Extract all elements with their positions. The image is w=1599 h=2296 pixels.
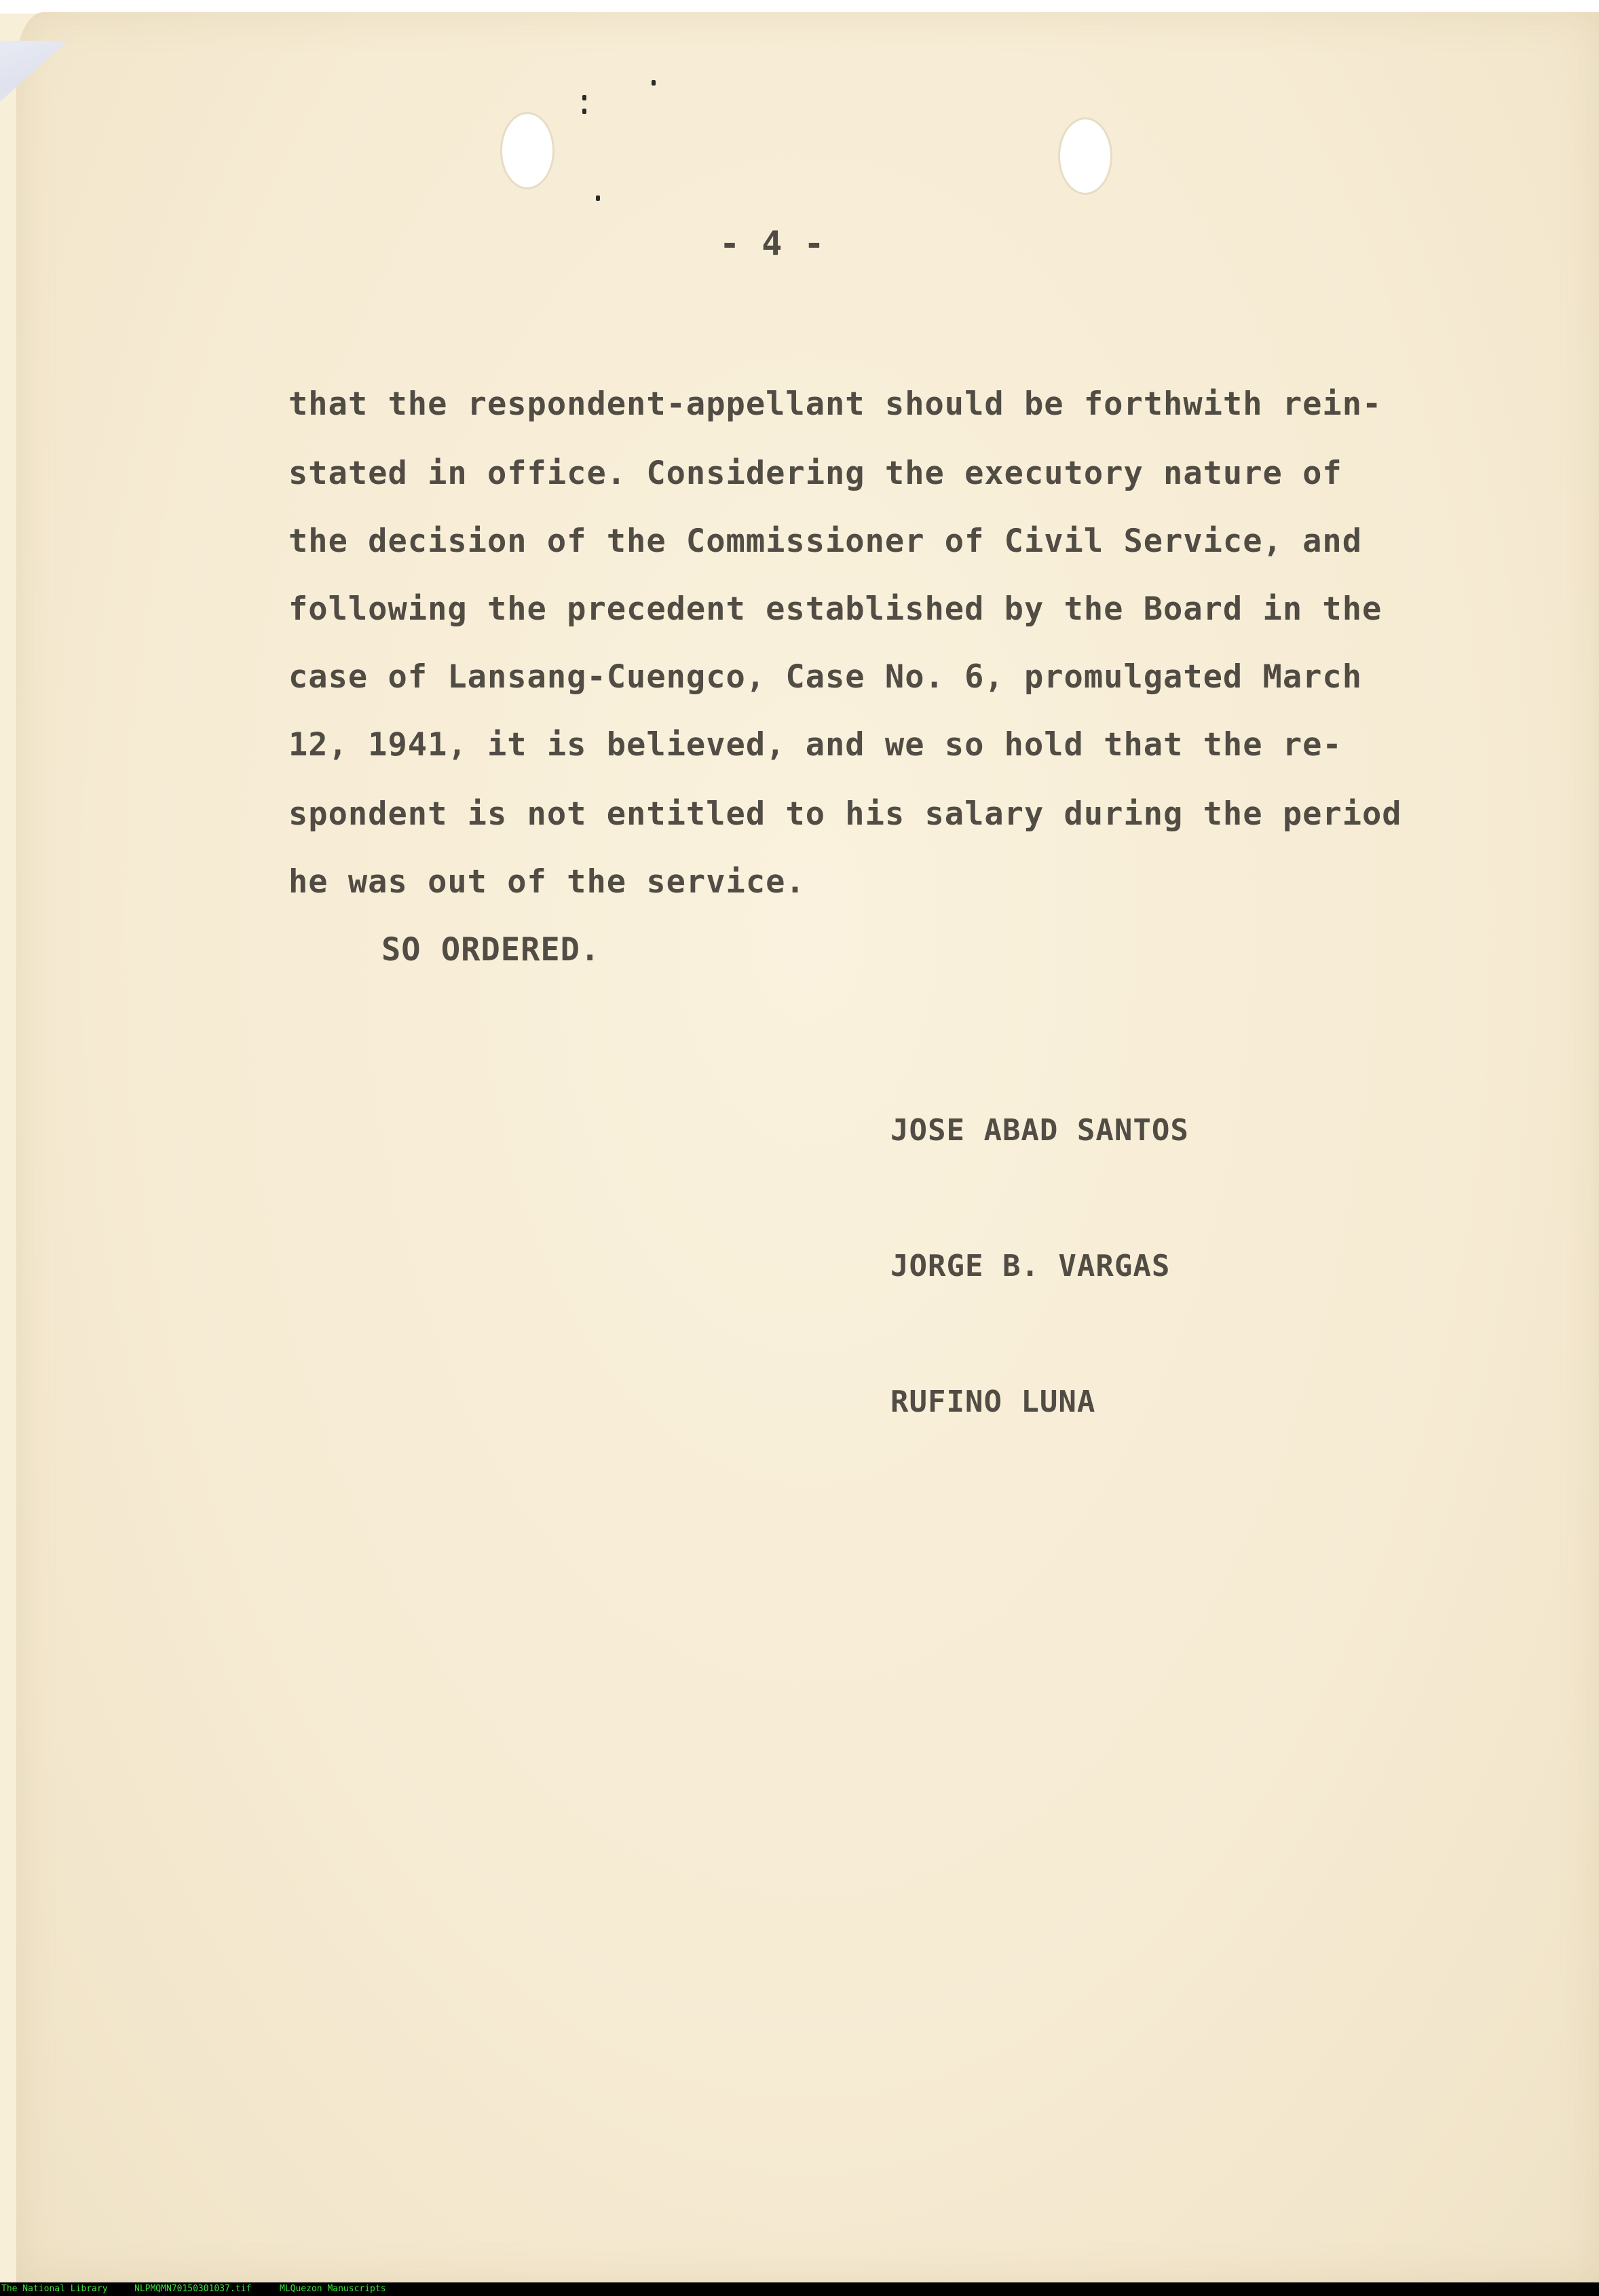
scan-footer-bar	[0, 2282, 1599, 2296]
footer-filename: NLPMQMN70150301037.tif	[134, 2284, 252, 2294]
body-line: the decision of the Commissioner of Civil Service, and	[288, 523, 1363, 560]
page-number: - 4 -	[719, 224, 825, 263]
punch-hole-right	[1060, 119, 1110, 193]
signatory-name: RUFINO LUNA	[890, 1385, 1096, 1419]
body-line: spondent is not entitled to his salary during the period	[288, 795, 1402, 833]
body-line: following the precedent established by the Board in the	[288, 590, 1382, 628]
body-line: he was out of the service.	[288, 863, 806, 901]
body-line: that the respondent-appellant should be forthwith rein-	[288, 385, 1382, 423]
ink-speck	[582, 95, 586, 100]
body-line: stated in office. Considering the executory nature of	[288, 455, 1342, 492]
ink-speck	[596, 195, 600, 201]
footer-institution: The National Library	[1, 2284, 108, 2294]
body-line: case of Lansang-Cuengco, Case No. 6, promulgated March	[288, 658, 1363, 696]
punch-hole-left	[502, 114, 552, 187]
signatory-name: JORGE B. VARGAS	[890, 1249, 1171, 1283]
ink-speck	[652, 80, 656, 86]
closing-order: SO ORDERED.	[381, 931, 601, 968]
paper-sheet	[16, 12, 1599, 2282]
footer-collection: MLQuezon Manuscripts	[280, 2284, 386, 2294]
body-line: 12, 1941, it is believed, and we so hold that the re-	[288, 726, 1342, 764]
ink-speck	[582, 109, 586, 114]
scan-top-border	[0, 0, 1599, 14]
signatory-name: JOSE ABAD SANTOS	[890, 1113, 1189, 1148]
